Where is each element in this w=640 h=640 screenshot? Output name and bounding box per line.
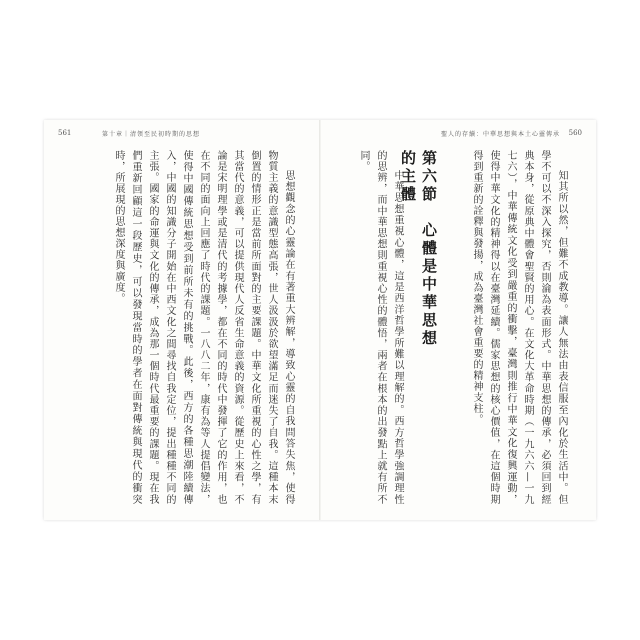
paragraph: 思想觀念的心靈論在有著重大辨解，導致心靈的自我問答失焦，使得物質主義的意識型態高張，世人汲汲於欲望滿足而迷失了自我。這種本末倒置的情形正是當前所面對的主要課題。中華文化所重視的心性之學，有其當代的意義，可以提供現代人反省生命意義的資源。從歷史上來看，不論是宋明理學或是清代的考據學，都在不同的時代中發揮了它的作用，也在不同的面向上回應了時代的課題。一八八二年，康有為等人提倡變法，使得中國傳統思想受到前所未有的挑戰。此後，西方的各種思潮陸續傳入，中國的知識分子開始在中西文化之間尋找自我定位，提出種種不同的主張。國家的命運與文化的傳承，成為那一個時代最重要的課題。現在我們重新回顧這一段歷史，可以發現當時的學者在面對傳統與現代的衝突時，所展現的思想深度與廣度。 — [113, 150, 294, 505]
running-head: 聖人的存續：中華思想與本土心靈傳承 — [441, 131, 561, 138]
section-heading: 第六節 心體是中華思想的主體 — [399, 150, 438, 348]
left-page — [44, 120, 319, 520]
body-text — [62, 150, 297, 505]
body-text — [450, 150, 570, 505]
body-text — [346, 150, 406, 505]
paragraph: 中華思想重視心體，這是西洋哲學所難以理解的。西方哲學強調理性的思辨，而中華思想則重視心性的體悟，兩者在根本的出發點上就有所不同。 — [358, 150, 403, 505]
page-number: 561 — [58, 129, 72, 137]
right-page — [321, 120, 596, 520]
book-spread — [44, 120, 596, 520]
page-number: 560 — [568, 129, 582, 137]
running-head: 第十章｜清領至民初時期的思想 — [102, 131, 201, 138]
paragraph: 知其所以然，但難不成教導。讓人無法由表信服至內化於生活中。但學不可以不深入探究，否則淪為表面形式。中華思想的傳承，必須回到經典本身，從原典中體會聖賢的用心。在文化大革命時期（一九六六—一九七六），中華傳統文化受到嚴重的衝擊，臺灣則推行中華文化復興運動，使得中華文化的精神得以在臺灣延續。儒家思想的核心價值，在這個時期得到重新的詮釋與發揚，成為臺灣社會重要的精神支柱。 — [471, 150, 567, 505]
